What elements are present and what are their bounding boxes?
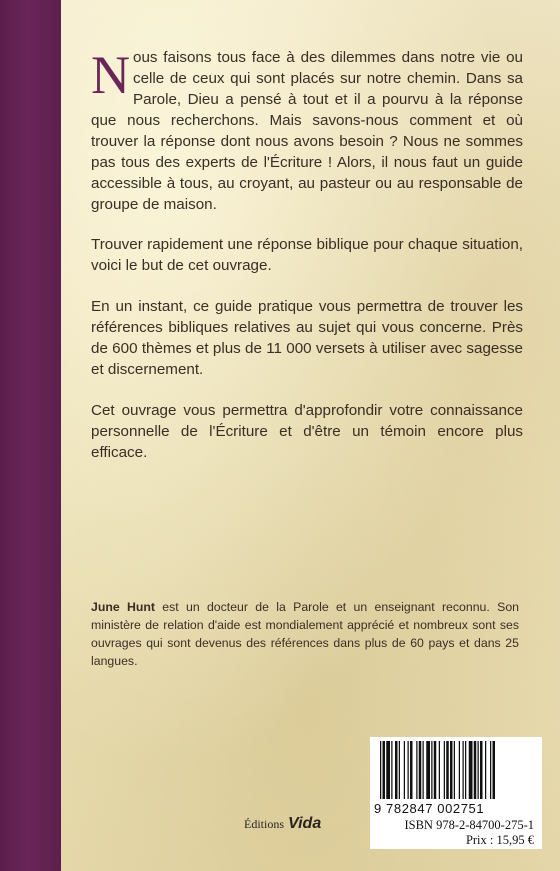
price-label: Prix : 15,95 €	[465, 833, 534, 847]
isbn-label: ISBN 978-2-84700-275-1	[404, 818, 534, 832]
barcode-bars	[370, 737, 542, 803]
blurb-paragraph-1-text: ous faisons tous face à des dilemmes dans notre vie ou celle de ceux qui sont placés sur notre chemin. Dans sa Parole, Dieu a pensé à tout et il a pourvu à la réponse que nous recherchons. Mais savons-nous comment et où trouver la réponse dont nous avons besoin ? Nous ne sommes pas tous des experts de l'Écriture ! Alors, il nous faut un guide accessible à tous, au croyant, au pasteur ou au responsable de groupe de maison.	[91, 49, 523, 213]
barcode-bar	[469, 741, 473, 799]
barcode-bar	[450, 741, 453, 799]
barcode-bar	[454, 741, 455, 799]
barcode-bar	[386, 741, 390, 799]
barcode-bar	[404, 741, 405, 799]
barcode-bar	[459, 741, 460, 799]
barcode-bar	[419, 741, 422, 799]
barcode-bar	[410, 741, 413, 799]
barcode-bar	[463, 741, 464, 799]
barcode-bar	[465, 741, 466, 799]
barcode-bar	[490, 741, 491, 799]
barcode-bar	[493, 741, 496, 799]
barcode-bar	[474, 741, 477, 799]
barcode-bar	[383, 741, 386, 799]
blurb-paragraph-4: Cet ouvrage vous permettra d'approfondir votre connaissance personnelle de l'Écriture et d'être un témoin encore plus efficace.	[91, 402, 523, 461]
barcode-bar	[439, 741, 440, 799]
barcode-bar	[426, 741, 430, 799]
barcode-bar	[380, 741, 381, 799]
blurb-paragraph-3: En un instant, ce guide pratique vous permettra de trouver les références bibliques relatives au sujet qui vous concerne. Près de 600 thèmes et plus de 11 000 versets à utiliser avec sagesse et discernement.	[91, 298, 523, 378]
barcode-digits: 9 782847 002751	[374, 801, 485, 816]
barcode-bar	[480, 741, 483, 799]
author-name: June Hunt	[91, 600, 155, 614]
barcode-bar	[478, 741, 479, 799]
barcode-bar	[431, 741, 432, 799]
barcode-bar	[399, 741, 400, 799]
barcode-bar	[416, 741, 417, 799]
purple-spine-band	[0, 0, 61, 871]
barcode-bar	[446, 741, 449, 799]
blurb-column	[91, 47, 523, 483]
barcode-bar	[485, 741, 486, 799]
drop-cap: N	[91, 45, 130, 105]
barcode-bar	[408, 741, 409, 799]
blurb-paragraph-2: Trouver rapidement une réponse biblique pour chaque situation, voici le but de cet ouvrage.	[91, 236, 523, 274]
barcode-bar	[444, 741, 445, 799]
barcode-bar	[395, 741, 398, 799]
author-bio	[91, 598, 519, 670]
publisher-name: Vida	[288, 815, 322, 832]
publisher-prefix: Éditions	[244, 817, 285, 831]
barcode-panel	[370, 737, 542, 849]
barcode-bar	[434, 741, 437, 799]
blurb-paragraph-1	[91, 47, 523, 215]
publisher-logo	[244, 815, 321, 833]
barcode-bar	[423, 741, 424, 799]
barcode-bar	[391, 741, 392, 799]
author-bio-text: est un docteur de la Parole et un enseignant reconnu. Son ministère de relation d'aide est mondialement apprécié et nombreux sont ses ouvrages qui sont devenus des références dans plus de 60 pays et dans 25 langues.	[91, 600, 519, 668]
